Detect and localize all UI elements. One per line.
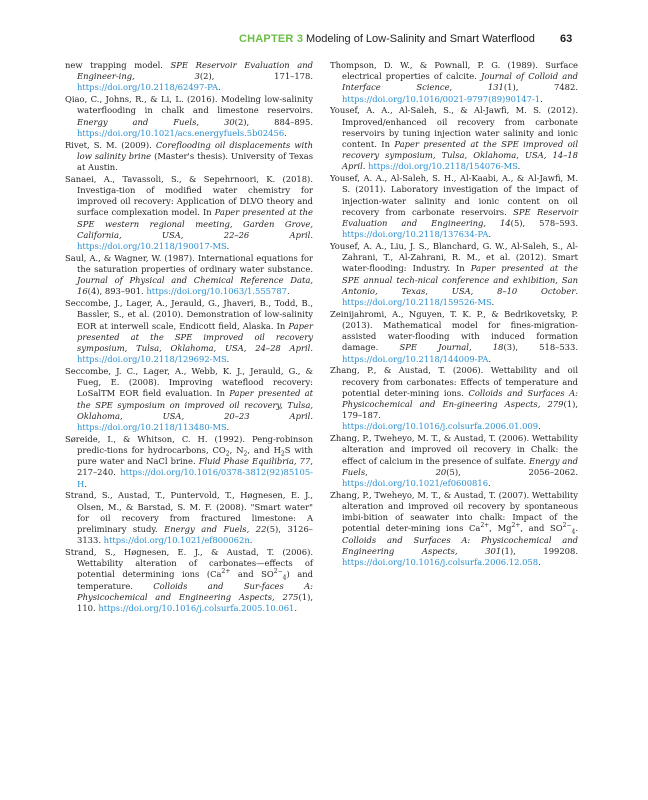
- subscript: 2: [225, 450, 230, 458]
- doi-link[interactable]: https://doi.org/10.1021/ef800062n: [103, 535, 250, 546]
- reference-text: (3), 518–533.: [503, 342, 578, 353]
- reference-text: , 217–240.: [77, 456, 313, 478]
- reference-text: (5), 3126–3133.: [77, 524, 313, 546]
- reference-source: Paper presented at the SPE improved oil recovery symposium, Tulsa, Oklahoma, USA, 24–28 April: [77, 320, 313, 354]
- reference-entry: [330, 105, 578, 172]
- reference-text: .: [249, 535, 253, 546]
- reference-text: Rivet, S. M. (2009).: [65, 139, 156, 150]
- reference-entry: [330, 60, 578, 105]
- doi-link[interactable]: https://doi.org/10.1021/ef0600816: [342, 478, 489, 489]
- chapter-title: Modeling of Low-Salinity and Smart Waterflood: [306, 33, 535, 45]
- reference-text: S with pure water and NaCl brine.: [77, 445, 313, 467]
- subscript: 4: [282, 575, 287, 583]
- reference-text: .: [286, 286, 290, 297]
- reference-text: Yousef, A. A., Liu, J. S., Blanchard, G. W., Al-Saleh, S., Al-Zahrani, T., Al-Zahrani, R. M., et al. (2012). Smart water-flooding: Industry. In: [330, 241, 578, 274]
- reference-source: Fluid Phase Equilibria, 77: [198, 456, 311, 467]
- reference-text: .: [488, 229, 492, 240]
- doi-link[interactable]: https://doi.org/10.2118/62497-PA: [77, 82, 219, 93]
- reference-source: SPE Journal, 18: [399, 342, 504, 353]
- subscript: 2: [243, 450, 248, 458]
- doi-link[interactable]: https://doi.org/10.1063/1.555787: [146, 286, 287, 297]
- reference-text: .: [538, 421, 541, 432]
- reference-text: .: [538, 557, 541, 568]
- reference-text: (5), 2056–2062.: [446, 466, 579, 477]
- reference-text: (2), 171–178.: [199, 71, 313, 82]
- reference-text: Seccombe, J. C., Lager, A., Webb, K. J., Jerauld, G., & Fueg, E. (2008). Improving wateflood recovery: LoSalTM EOR field evaluation. In: [65, 366, 313, 399]
- reference-text: Zhang, P., Tweheyo, M. T., & Austad, T. (2006). Wettability alteration and improved oil recovery in Chalk: the effect of calcium in the presence of sulfate.: [330, 433, 578, 466]
- doi-link[interactable]: https://doi.org/10.1016/0378-3812(92)85105-H: [77, 467, 313, 489]
- reference-entry: [65, 366, 313, 433]
- reference-text: .: [226, 422, 230, 433]
- reference-source: SPE Reservoir Evaluation and Engineering, 14: [342, 206, 578, 229]
- reference-text: .: [226, 354, 230, 365]
- reference-text: Saul, A., & Wagner, W. (1987). International equations for the saturation properties of ordinary water substance.: [65, 252, 313, 275]
- reference-source: Coreflooding oil displacements with low salinity brine: [77, 139, 313, 161]
- superscript: 2+: [511, 522, 521, 530]
- reference-text: (1), 7482.: [503, 82, 579, 93]
- reference-text: .: [310, 229, 313, 240]
- reference-text: (1), 179–187.: [342, 399, 578, 421]
- reference-entry: [330, 309, 578, 365]
- reference-text: .: [488, 353, 492, 364]
- reference-text: (2), 884–895.: [234, 116, 313, 127]
- reference-entry: [65, 547, 313, 614]
- reference-text: .: [491, 297, 495, 308]
- reference-text: .: [488, 478, 491, 489]
- superscript: 2−: [273, 568, 283, 576]
- reference-entry: [330, 241, 578, 308]
- reference-source: Journal of Physical and Chemical Reference Data, 16: [77, 275, 313, 297]
- reference-entry: [330, 490, 578, 568]
- superscript: 2−: [562, 522, 572, 530]
- reference-text: .: [575, 523, 579, 534]
- reference-entry: [330, 365, 578, 432]
- reference-text: Zhang, P., & Austad, T. (2006). Wettability and oil recovery from carbonates: Effects of temperature and potential deter-mining ions.: [330, 365, 578, 398]
- reference-text: Thompson, D. W., & Pownall, P. G. (1989). Surface electrical properties of calcite.: [330, 60, 578, 82]
- reference-entry: [330, 433, 578, 489]
- reference-source: Energy and Fuels, 30: [77, 116, 235, 127]
- reference-text: (4), 893–901.: [87, 286, 147, 297]
- reference-entry: [65, 140, 313, 174]
- reference-entry: [65, 298, 313, 365]
- reference-column-right: [330, 60, 578, 569]
- reference-text: Zeinijahromi, A., Nguyen, T. K. P., & Bedrikovetsky, P. (2013). Mathematical model for fines-migration-assisted water-flooding with induced formation damage.: [330, 308, 578, 353]
- reference-entry: [65, 490, 313, 546]
- reference-source: Colloids and Surfaces A: Physicochemical and Engineering Aspects, 301: [342, 534, 578, 556]
- doi-link[interactable]: https://doi.org/10.2118/144009-PA: [342, 353, 489, 364]
- reference-entry: [65, 253, 313, 298]
- reference-text: .: [310, 410, 313, 421]
- doi-link[interactable]: https://doi.org/10.2118/129692-MS: [77, 354, 227, 365]
- reference-text: , N: [229, 445, 244, 456]
- reference-source: Journal of Colloid and Interface Science, 131: [342, 71, 578, 93]
- reference-text: Seccombe, J., Lager, A., Jerauld, G., Jhaveri, B., Todd, B., Bassler, S., et al. (2010). Demonstration of low-salinity EOR at interwell scale, Endicott field, Alaska. In: [65, 298, 313, 331]
- reference-entry: [65, 174, 313, 252]
- reference-text: .: [284, 127, 287, 138]
- reference-source: Paper presented at the SPE symposium on improved oil recovery, Tulsa, Oklahoma, USA, 20–23 April: [77, 388, 313, 421]
- reference-source: Paper presented at the SPE annual tech-nical conference and exhibition, San Antonio, Texas, USA, 8–10 October: [342, 263, 578, 296]
- reference-text: .: [310, 343, 313, 354]
- reference-entry: [65, 94, 313, 139]
- reference-text: .: [84, 478, 87, 489]
- reference-text: (1), 110.: [77, 591, 313, 614]
- reference-text: , Mg: [489, 523, 512, 534]
- page-number: 63: [560, 33, 573, 45]
- doi-link[interactable]: https://doi.org/10.2118/159526-MS: [342, 297, 492, 308]
- reference-source: Energy and Fuels, 20: [342, 455, 578, 477]
- reference-text: (1), 199208.: [501, 545, 579, 556]
- reference-column-left: [65, 60, 313, 615]
- reference-entry: [65, 60, 313, 94]
- superscript: 2+: [221, 568, 231, 576]
- doi-link[interactable]: https://doi.org/10.1016/j.colsurfa.2006.12.058: [342, 557, 539, 568]
- doi-link[interactable]: https://doi.org/10.1021/acs.energyfuels.5b02456: [77, 127, 285, 138]
- reference-text: .: [362, 161, 369, 172]
- reference-text: Qiao, C., Johns, R., & Li, L. (2016). Modeling low-salinity waterflooding in chalk and limestone reservoirs.: [65, 94, 313, 116]
- doi-link[interactable]: https://doi.org/10.1016/j.colsurfa.2006.01.009: [342, 421, 539, 432]
- reference-text: .: [294, 603, 298, 614]
- reference-text: , and SO: [520, 523, 563, 534]
- chapter-label: CHAPTER 3: [239, 33, 304, 45]
- reference-source: Colloids and Sur-faces A: Physicochemical and Engineering Aspects, 275: [77, 580, 313, 602]
- doi-link[interactable]: https://doi.org/10.2118/154076-MS: [368, 161, 518, 172]
- reference-text: .: [575, 285, 578, 296]
- reference-text: Zhang, P., Tweheyo, M. T., & Austad, T. (2007). Wettability alteration and improved oil recovery by spontaneous imbi-bition of seawater into chalk: Impact of the potential deter-mining ions Ca: [330, 489, 578, 534]
- doi-link[interactable]: https://doi.org/10.1016/j.colsurfa.2005.10.061: [98, 603, 295, 614]
- reference-source: SPE Reservoir Evaluation and Engineer-ing, 3: [77, 60, 313, 82]
- reference-text: .: [226, 241, 230, 252]
- reference-source: Paper presented at the SPE western regional meeting, Garden Grove, California, USA, 22–26 April: [77, 207, 313, 240]
- subscript: 4: [571, 529, 576, 537]
- reference-entry: [65, 434, 313, 490]
- reference-text: Yousef, A. A., Al-Saleh, S. H., Al-Kaabi, A., & Al-Jawfi, M. S. (2011). Laboratory investigation of the impact of injection-water salinity and ionic content on oil recovery from carbonate reservoirs.: [330, 173, 578, 217]
- reference-text: Yousef, A. A., Al-Saleh, S., & Al-Jawfi, M. S. (2012). Improved/enhanced oil recovery from carbonate reservoirs by tuning injection water salinity and ionic content. In: [330, 105, 578, 150]
- reference-text: .: [517, 161, 521, 172]
- doi-link[interactable]: https://doi.org/10.2118/113480-MS: [77, 422, 227, 433]
- doi-link[interactable]: https://doi.org/10.2118/137634-PA: [342, 229, 489, 240]
- subscript: 2: [280, 450, 285, 458]
- doi-link[interactable]: https://doi.org/10.1016/0021-9797(89)90147-1: [342, 93, 541, 104]
- doi-link[interactable]: https://doi.org/10.2118/190017-MS: [77, 241, 227, 252]
- superscript: 2+: [480, 522, 490, 530]
- running-header: [0, 33, 648, 49]
- reference-text: (Master's thesis). University of Texas at Austin.: [77, 150, 313, 173]
- reference-text: ) and temperature.: [77, 569, 313, 591]
- reference-text: new trapping model.: [65, 60, 171, 70]
- reference-source: Colloids and Surfaces A: Physicochemical and En-gineering Aspects, 279: [342, 387, 578, 410]
- reference-text: (5), 578–593.: [510, 218, 578, 229]
- reference-text: and SO: [230, 569, 274, 580]
- reference-text: Strand, S., Høgnesen, E. J., & Austad, T. (2006). Wettability alteration of carbonates—effects of potential determining ions (Ca: [65, 547, 313, 580]
- reference-text: Søreide, I., & Whitson, C. H. (1992). Peng-robinson predic-tions for hydrocarbons, CO: [65, 433, 313, 456]
- reference-text: .: [218, 82, 221, 93]
- reference-source: Paper presented at the SPE improved oil recovery symposium, Tulsa, Oklahoma, USA, 14–18 April: [342, 139, 579, 172]
- reference-text: , and H: [247, 445, 281, 456]
- reference-text: Strand, S., Austad, T., Puntervold, T., Høgnesen, E. J., Olsen, M., & Barstad, S. M. F. (2008). "Smart water" for oil recovery from fractured limestone: A preliminary study.: [65, 490, 313, 535]
- reference-source: Energy and Fuels, 22: [164, 524, 267, 535]
- reference-entry: [330, 173, 578, 240]
- reference-text: Sanaei, A., Tavassoli, S., & Sepehrnoori, K. (2018). Investiga-tion of modified water chemistry for improved oil recovery: Application of DLVO theory and surface complexation model. In: [65, 173, 313, 218]
- reference-text: .: [540, 93, 543, 104]
